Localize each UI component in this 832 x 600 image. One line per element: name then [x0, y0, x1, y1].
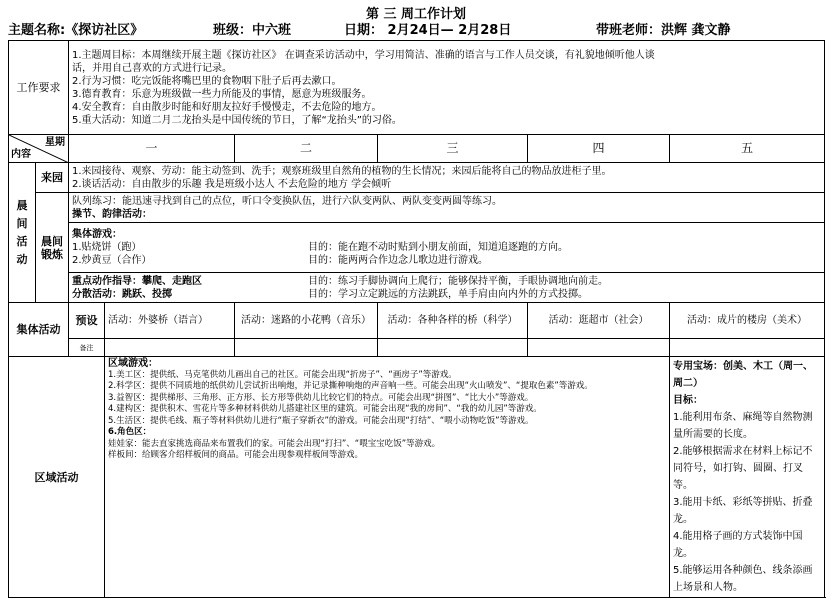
exercise-label: 晨间锻炼 [36, 193, 69, 303]
corner-content: 内容 [11, 149, 31, 160]
requirements-content [69, 41, 825, 135]
special-item: 3.能用卡纸、彩纸等拼贴、折叠龙。 [673, 497, 813, 525]
requirement-line: 4.安全教育：自由散步时能和好朋友拉好手慢慢走，不去危险的地方。 [72, 101, 382, 113]
activity-wednesday: 活动：各种各样的桥（科学） [378, 303, 528, 339]
activity-tuesday: 活动：迷路的小花鸭（音乐） [235, 303, 378, 339]
group-activity-row [9, 303, 825, 339]
requirement-line: 5.重大活动：知道二月二龙抬头是中国传统的节日，了解“龙抬头”的习俗。 [72, 114, 402, 126]
games-content [69, 223, 825, 273]
area-item: 1.美工区：提供纸、马克笔供幼儿画出自己的社区。可能会出现“折房子”、“画房子”等游戏。 [108, 369, 457, 380]
area-item: 5.生活区：提供毛线、瓶子等材料供幼儿进行“瓶子穿新衣”的游戏。可能会出现“打结”、“喂小动物吃饭”等游戏。 [108, 415, 534, 426]
corner-cell [9, 135, 69, 163]
special-title: 专用宝场：创美、木工（周一、周二） [673, 361, 813, 389]
special-item: 5.能够运用各种颜色、线条添画上场景和人物。 [673, 565, 813, 593]
focus-row [9, 273, 825, 303]
games-title: 集体游戏： [72, 229, 122, 240]
focus-name: 分散活动：跳跃、投掷 [72, 288, 172, 300]
note-cell [235, 339, 378, 357]
corner-weekday: 星期 [45, 137, 65, 148]
area-games [105, 357, 670, 598]
requirement-line: 2.行为习惯：吃完饭能将嘴巴里的食物咽下肚子后再去漱口。 [72, 75, 342, 87]
arrival-line: 2.谈话活动：自由散步的乐趣 我是班级小达人 不去危险的地方 学会倾听 [72, 178, 392, 190]
game-name: 1.贴烧饼（跑） [72, 242, 142, 253]
game-item [72, 241, 821, 254]
day-thursday: 四 [528, 135, 670, 163]
special-room [670, 357, 825, 598]
arrival-line: 1.来园接待、观察、劳动：能主动签到、洗手；观察班级里自然角的植物的生长情况；来园后能将自己的物品放进柜子里。 [72, 165, 612, 177]
activity-monday: 活动：外婆桥（语言） [105, 303, 235, 339]
area-item: 样板间：给顾客介绍样板间的商品。可能会出现参观样板间等游戏。 [108, 450, 364, 460]
area-activity-label: 区域活动 [9, 357, 105, 598]
day-wednesday: 三 [378, 135, 528, 163]
arrival-content [69, 163, 825, 193]
plan-header [8, 19, 824, 38]
focus-item [72, 275, 821, 288]
special-goal-label: 目标： [673, 395, 703, 406]
morning-activity-label: 晨间活动 [9, 163, 36, 303]
requirement-line: 话，并用自己喜欢的方式进行记录。 [72, 62, 232, 74]
note-row [9, 339, 825, 357]
activity-friday: 活动：成片的楼房（美术） [670, 303, 825, 339]
class-name: 班级：中六班 [213, 23, 292, 38]
game-goal: 目的：能两两合作边念儿歌边进行游戏。 [308, 255, 488, 266]
day-friday: 五 [670, 135, 825, 163]
area-activity-row [9, 357, 825, 598]
requirements-label: 工作要求 [9, 41, 69, 135]
teachers: 带班老师：洪辉 龚文静 [596, 23, 731, 38]
note-cell [105, 339, 235, 357]
area-item: 娃娃家：能去直家挑选商品来布置我们的家。可能会出现“打扫”、“喂宝宝吃饭”等游戏。 [108, 438, 441, 449]
special-item: 1.能利用布条、麻绳等自然物测量所需要的长度。 [673, 412, 813, 440]
focus-name: 重点动作指导：攀爬、走跑区 [72, 275, 202, 287]
days-header-row [9, 135, 825, 163]
focus-goal: 目的：学习立定跳远的方法跳跃，单手肩由向内外的方式投掷。 [308, 288, 588, 300]
note-label: 备注 [69, 339, 105, 357]
weekly-plan-table [8, 40, 825, 598]
note-cell [378, 339, 528, 357]
requirement-line: 1.主题周目标：本周继续开展主题《探访社区》 在调查采访活动中，学习用简洁、准确的语言与工作人员交谈，有礼貌地倾听他人谈 [72, 49, 655, 61]
game-name: 2.炒黄豆（合作） [72, 255, 152, 266]
game-item [72, 254, 821, 267]
arrival-row [9, 163, 825, 193]
drill-row [9, 193, 825, 223]
note-cell [528, 339, 670, 357]
arrival-label: 来园 [36, 163, 69, 193]
focus-goal: 目的：练习手脚协调向上爬行；能够保持平衡，手眼协调地向前走。 [308, 275, 608, 287]
preset-label: 预设 [69, 303, 105, 339]
area-item: 4.建构区：提供积木、雪花片等多种材料供幼儿搭建社区里的建筑。可能会出现“我的房间”、“我的幼儿园”等游戏。 [108, 404, 542, 414]
requirements-row [9, 41, 825, 135]
requirement-line: 3.德育教育：乐意为班级做一些力所能及的事情，愿意为班级服务。 [72, 88, 372, 100]
focus-content [69, 273, 825, 303]
activity-thursday: 活动：逛超市（社会） [528, 303, 670, 339]
day-monday: 一 [69, 135, 235, 163]
area-title: 区域游戏： [108, 358, 158, 369]
area-item: 6.角色区： [108, 427, 152, 437]
games-row [9, 223, 825, 273]
game-goal: 目的：能在跑不动时贴到小朋友前面，知道追逐跑的方向。 [308, 242, 568, 253]
area-item: 3.益智区：提供梯形、三角形、正方形、长方形等供幼儿比较它们的特点。可能会出现“拼图”、“比大小”等游戏。 [108, 392, 534, 403]
theme-name: 主题名称:《探访社区》 [8, 23, 144, 38]
page-title: 第 三 周工作计划 [365, 7, 467, 22]
drill-content [69, 193, 825, 223]
special-item: 2.能够根据需求在材料上标记不同符号，如打钩、圆圈、打叉等。 [673, 446, 813, 491]
note-cell [670, 339, 825, 357]
area-item: 2.科学区：提供不同质地的纸供幼儿尝试折出响炮，并记录撕种响炮的声音响一些。可能会出现“火山喷发”、“提取色素”等游戏。 [108, 381, 593, 391]
group-activity-label: 集体活动 [9, 303, 69, 357]
date-range: 日期： 2月24日— 2月28日 [344, 23, 512, 38]
drill-line: 操节、韵律活动： [72, 208, 152, 220]
day-tuesday: 二 [235, 135, 378, 163]
drill-line: 队列练习：能迅速寻找到自己的点位，听口令变换队伍，进行六队变两队、两队变变两圆等练习。 [72, 195, 502, 207]
focus-item [72, 288, 821, 301]
special-item: 4.能用格子画的方式装饰中国龙。 [673, 531, 803, 559]
